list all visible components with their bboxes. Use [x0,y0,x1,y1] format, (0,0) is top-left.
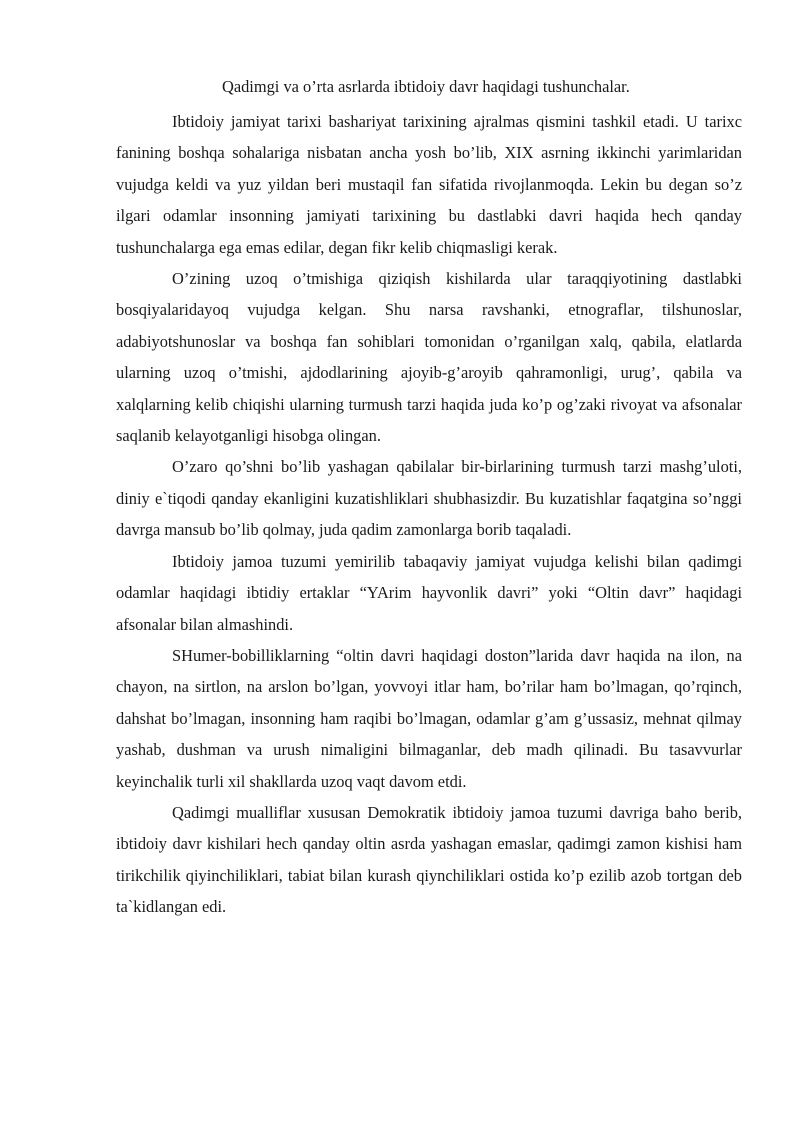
paragraph: Qadimgi mualliflar xususan Demokratik ibtidoiy jamoa tuzumi davriga baho berib, ibtidoiy davr kishilari hech qanday oltin asrda yashagan emaslar, qadimgi zamon kishisi ham tirikchilik qiyinchiliklari, tabiat bilan kurash qiynchiliklari ostida ko’p ezilib azob tortgan deb ta`kidlangan edi. [116,802,742,917]
paragraph: Ibtidoiy jamoa tuzumi yemirilib tabaqaviy jamiyat vujudga kelishi bilan qadimgi odamlar haqidagi ibtidiy ertaklar “YArim hayvonlik davri” yoki “Oltin davr” haqidagi afsonalar bilan almashindi. [116,551,742,634]
document-body [116,72,742,923]
paragraph: SHumer-bobilliklarning “oltin davri haqidagi doston”larida davr haqida na ilon, na chayon, na sirtlon, na arslon bo’lgan, yovvoyi itlar ham, bo’rilar ham bo’lmagan, qo’rqinch, dahshat bo’lmagan, insonning ham raqibi bo’lmagan, odamlar g’am g’ussasiz, mehnat qilmay yashab, dushman va urush nimaligini bilmaganlar, deb madh qilinadi. Bu tasavvurlar keyinchalik turli xil shakllarda uzoq vaqt davom etdi. [116,645,742,791]
paragraph: O’zaro qo’shni bo’lib yashagan qabilalar bir-birlarining turmush tarzi mashg’uloti, diniy e`tiqodi qanday ekanligini kuzatishliklari shubhasizdir. Bu kuzatishlar faqatgina so’nggi davrga mansub bo’lib qolmay, juda qadim zamonlarga borib taqaladi. [116,457,742,540]
paragraph: O’zining uzoq o’tmishiga qiziqish kishilarda ular taraqqiyotining dastlabki bosqiyalaridayoq vujudga kelgan. Shu narsa ravshanki, etnograflar, tilshunoslar, adabiyotshunoslar va boshqa fan sohiblari tomonidan o’rganilgan xalq, qabila, elatlarda ularning uzoq o’tmishi, ajdodlarining ajoyib-g’aroyib qahramonligi, urug’, qabila va xalqlarning kelib chiqishi ularning turmush tarzi haqida juda ko’p og’zaki rivoyat va afsonalar saqlanib kelayotganligi hisobga olingan. [116,269,742,446]
paragraph: Ibtidoiy jamiyat tarixi bashariyat tarixining ajralmas qismini tashkil etadi. U tarixc fanining boshqa sohalariga nisbatan ancha yosh bo’lib, XIX asrning ikkinchi yarimlaridan vujudga keldi va yuz yildan beri mustaqil fan sifatida rivojlanmoqda. Lekin bu degan so’z ilgari odamlar insonning jamiyati tarixining bu dastlabki davri haqida hech qanday tushunchalarga ega emas edilar, degan fikr kelib chiqmasligi kerak. [116,112,742,257]
document-title: Qadimgi va o’rta asrlarda ibtidoiy davr haqidagi tushunchalar. [222,77,630,96]
